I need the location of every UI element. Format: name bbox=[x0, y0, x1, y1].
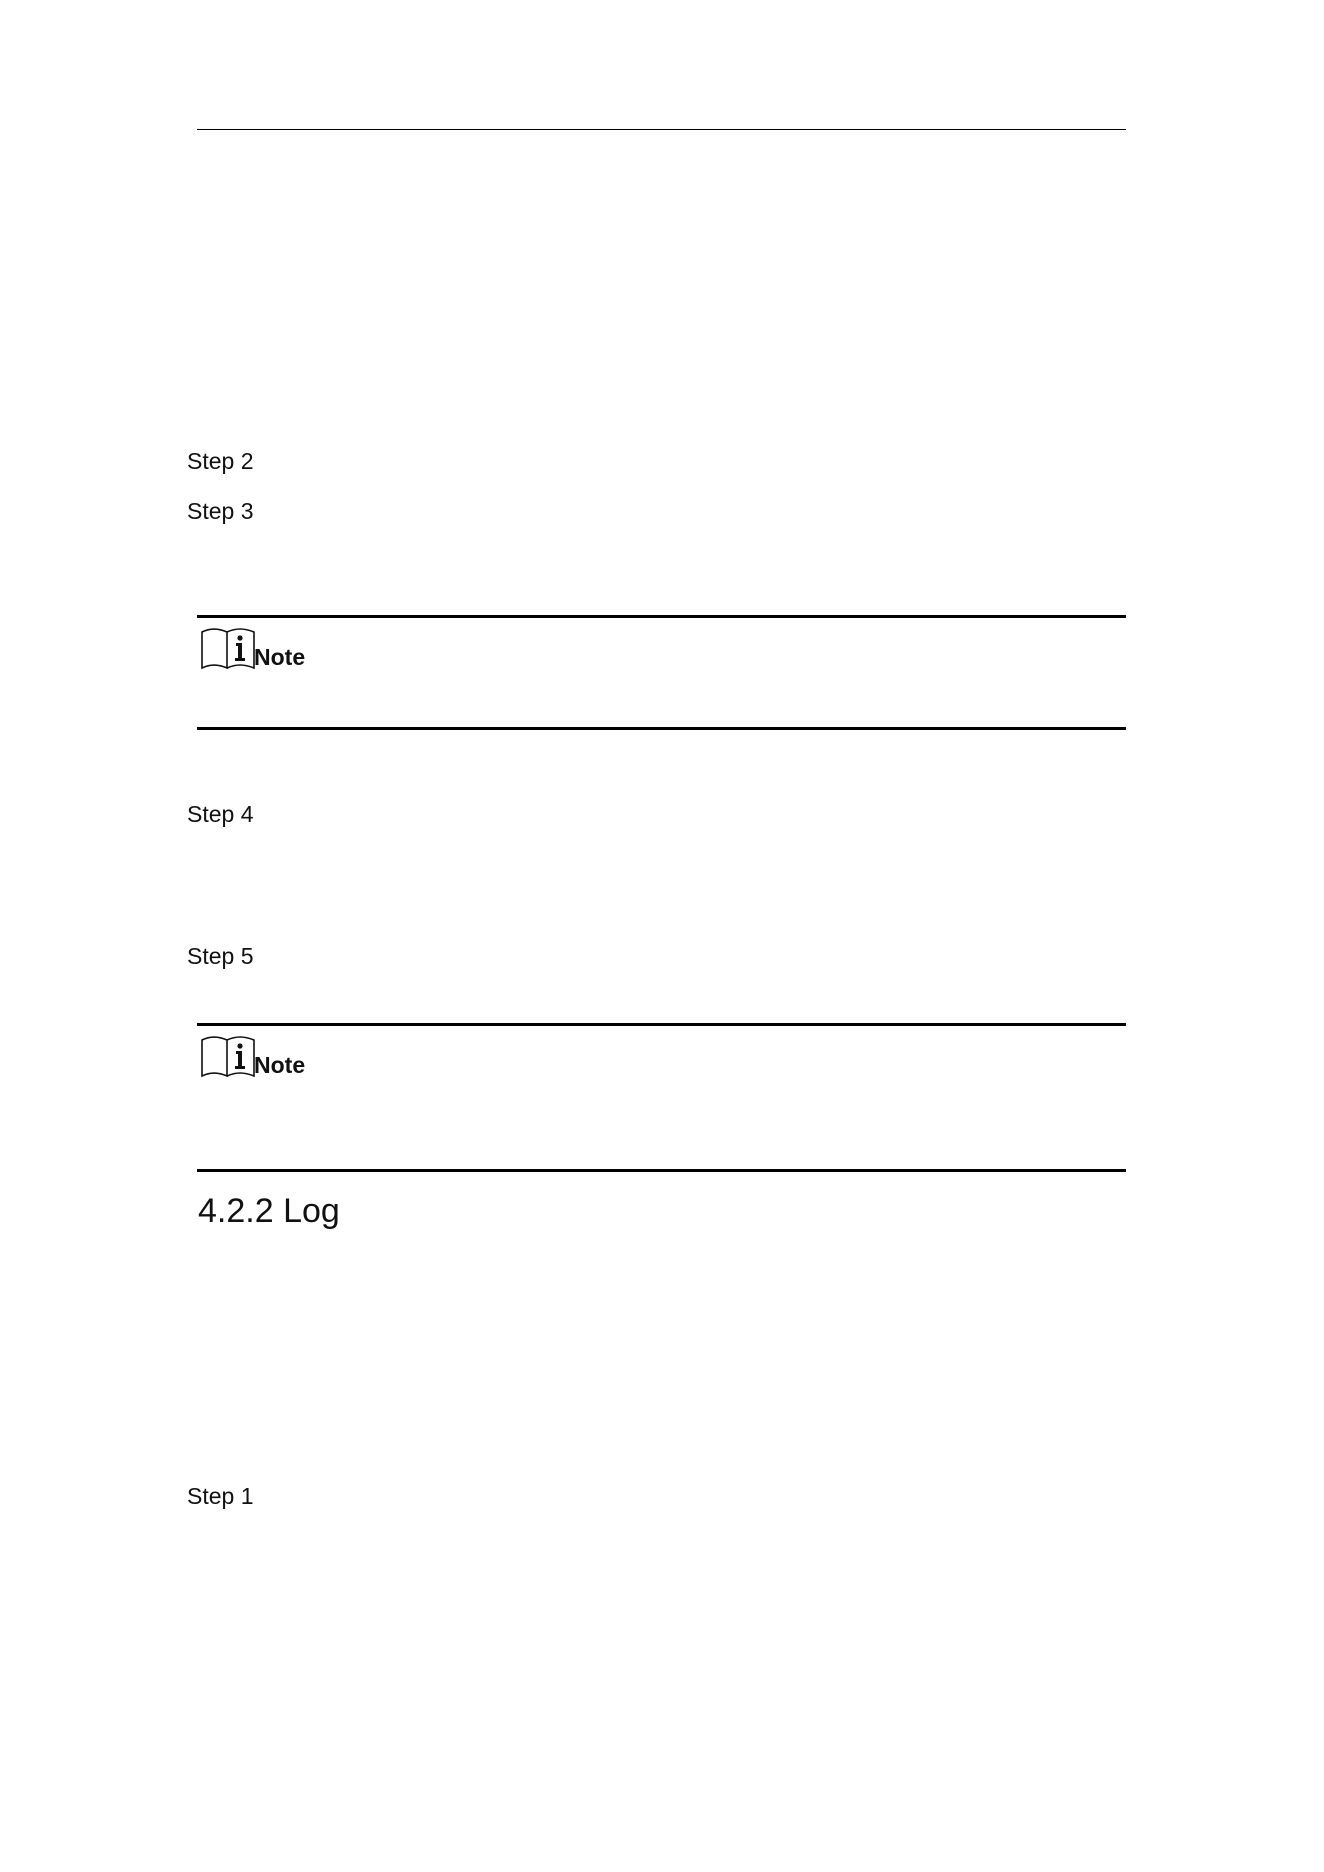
note-1-bottom-rule bbox=[197, 727, 1126, 730]
note-2-label: Note bbox=[254, 1052, 306, 1078]
step-2-label: Step 2 bbox=[187, 448, 254, 474]
note-1-top-rule bbox=[197, 615, 1126, 618]
step-5-label: Step 5 bbox=[187, 943, 254, 969]
book-info-icon bbox=[200, 628, 256, 672]
header-rule bbox=[197, 129, 1126, 130]
book-info-icon bbox=[200, 1036, 256, 1080]
note-1-header bbox=[200, 628, 305, 672]
step-4-label: Step 4 bbox=[187, 801, 254, 827]
note-2-bottom-rule bbox=[197, 1169, 1126, 1172]
note-2-header bbox=[200, 1036, 305, 1080]
step-3-label: Step 3 bbox=[187, 498, 254, 524]
step-1-label: Step 1 bbox=[187, 1483, 254, 1509]
note-2-top-rule bbox=[197, 1023, 1126, 1026]
section-heading: 4.2.2 Log bbox=[198, 1192, 340, 1230]
note-1-label: Note bbox=[254, 644, 306, 670]
